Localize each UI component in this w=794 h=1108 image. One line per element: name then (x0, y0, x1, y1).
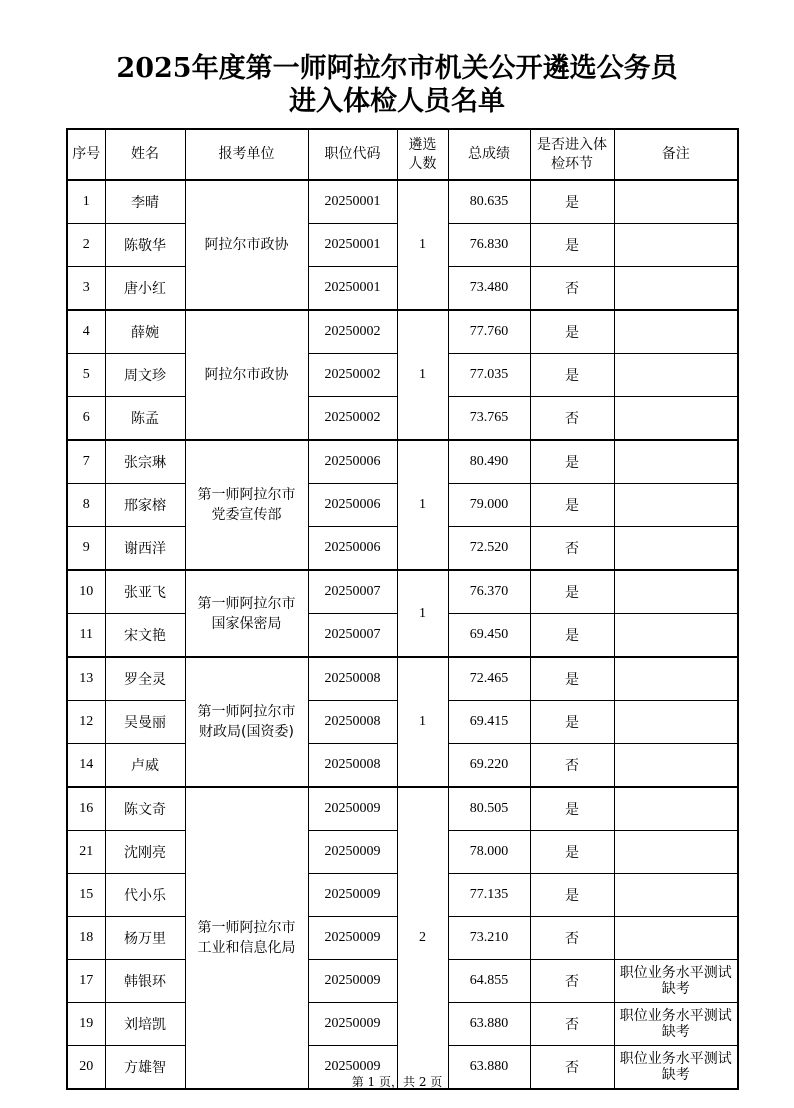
name-cell: 薛婉 (105, 310, 185, 354)
pass-cell: 是 (530, 701, 614, 744)
score-cell: 69.220 (448, 744, 530, 788)
table-row (67, 180, 738, 224)
score-cell: 78.000 (448, 831, 530, 874)
header-row (67, 129, 738, 180)
code-cell: 20250008 (308, 744, 397, 788)
table-row (67, 570, 738, 614)
score-cell: 80.635 (448, 180, 530, 224)
unit-text: 第一师阿拉尔市党委宣传部 (197, 487, 296, 523)
score-cell: 73.210 (448, 917, 530, 960)
remark-cell (614, 1003, 738, 1046)
code-cell: 20250009 (308, 831, 397, 874)
candidate-table (66, 128, 739, 1090)
quota-cell: 1 (397, 570, 448, 657)
unit-text: 第一师阿拉尔市财政局(国资委) (197, 704, 296, 740)
unit-cell (185, 657, 308, 787)
code-cell: 20250006 (308, 440, 397, 484)
remark-cell (614, 267, 738, 311)
score-cell: 77.760 (448, 310, 530, 354)
remark-text: 职位业务水平测试缺考 (619, 965, 732, 997)
seq-cell: 8 (67, 484, 105, 527)
score-cell: 77.035 (448, 354, 530, 397)
unit-cell (185, 180, 308, 310)
page-footer: 第 1 页，共 2 页 (351, 1075, 443, 1089)
name-cell: 李晴 (105, 180, 185, 224)
remark-cell (614, 527, 738, 571)
table-row (67, 440, 738, 484)
header-unit: 报考单位 (185, 129, 308, 180)
code-cell: 20250009 (308, 960, 397, 1003)
code-cell: 20250007 (308, 570, 397, 614)
unit-text: 阿拉尔市政协 (204, 367, 289, 383)
name-cell: 张宗琳 (105, 440, 185, 484)
score-cell: 69.450 (448, 614, 530, 658)
score-cell: 69.415 (448, 701, 530, 744)
seq-cell: 21 (67, 831, 105, 874)
seq-cell: 10 (67, 570, 105, 614)
pass-cell: 是 (530, 614, 614, 658)
name-cell: 卢威 (105, 744, 185, 788)
remark-cell (614, 224, 738, 267)
remark-cell (614, 960, 738, 1003)
remark-cell (614, 614, 738, 658)
pass-cell: 否 (530, 917, 614, 960)
unit-cell (185, 310, 308, 440)
remark-cell (614, 397, 738, 441)
header-score: 总成绩 (448, 129, 530, 180)
code-cell: 20250006 (308, 527, 397, 571)
header-remark: 备注 (614, 129, 738, 180)
name-cell: 陈孟 (105, 397, 185, 441)
seq-cell: 16 (67, 787, 105, 831)
name-cell: 周文珍 (105, 354, 185, 397)
remark-cell (614, 310, 738, 354)
pass-cell: 否 (530, 267, 614, 311)
name-cell: 谢西洋 (105, 527, 185, 571)
seq-cell: 15 (67, 874, 105, 917)
seq-cell: 5 (67, 354, 105, 397)
pass-cell: 是 (530, 874, 614, 917)
score-cell: 76.370 (448, 570, 530, 614)
code-cell: 20250001 (308, 224, 397, 267)
remark-cell (614, 787, 738, 831)
score-cell: 76.830 (448, 224, 530, 267)
name-cell: 罗全灵 (105, 657, 185, 701)
pass-cell: 是 (530, 180, 614, 224)
remark-cell (614, 354, 738, 397)
seq-cell: 9 (67, 527, 105, 571)
quota-cell: 1 (397, 180, 448, 310)
remark-cell (614, 874, 738, 917)
unit-text: 第一师阿拉尔市工业和信息化局 (197, 920, 296, 956)
remark-cell (614, 831, 738, 874)
score-cell: 72.520 (448, 527, 530, 571)
code-cell: 20250008 (308, 657, 397, 701)
seq-cell: 19 (67, 1003, 105, 1046)
seq-cell: 6 (67, 397, 105, 441)
name-cell: 唐小红 (105, 267, 185, 311)
header-pass-text: 是否进入体检环节 (536, 136, 607, 172)
code-cell: 20250001 (308, 180, 397, 224)
code-cell: 20250009 (308, 1003, 397, 1046)
code-cell: 20250001 (308, 267, 397, 311)
score-cell: 72.465 (448, 657, 530, 701)
score-cell: 63.880 (448, 1003, 530, 1046)
pass-cell: 否 (530, 1046, 614, 1090)
name-cell: 刘培凯 (105, 1003, 185, 1046)
pass-cell: 否 (530, 527, 614, 571)
remark-cell (614, 917, 738, 960)
remark-cell (614, 701, 738, 744)
header-code: 职位代码 (308, 129, 397, 180)
pass-cell: 是 (530, 440, 614, 484)
pass-cell: 是 (530, 310, 614, 354)
seq-cell: 20 (67, 1046, 105, 1090)
remark-cell (614, 744, 738, 788)
quota-cell: 2 (397, 787, 448, 1089)
name-cell: 陈敬华 (105, 224, 185, 267)
remark-cell (614, 657, 738, 701)
seq-cell: 12 (67, 701, 105, 744)
header-name: 姓名 (105, 129, 185, 180)
name-cell: 杨万里 (105, 917, 185, 960)
code-cell: 20250009 (308, 874, 397, 917)
seq-cell: 7 (67, 440, 105, 484)
score-cell: 80.490 (448, 440, 530, 484)
unit-text: 阿拉尔市政协 (204, 237, 289, 253)
pass-cell: 是 (530, 354, 614, 397)
code-cell: 20250007 (308, 614, 397, 658)
score-cell: 73.480 (448, 267, 530, 311)
seq-cell: 14 (67, 744, 105, 788)
code-cell: 20250002 (308, 397, 397, 441)
seq-cell: 4 (67, 310, 105, 354)
table-body (67, 180, 738, 1089)
remark-cell (614, 440, 738, 484)
document-title-line1: 2025年度第一师阿拉尔市机关公开遴选公务员 (116, 53, 678, 84)
name-cell: 沈刚亮 (105, 831, 185, 874)
pass-cell: 是 (530, 787, 614, 831)
seq-cell: 13 (67, 657, 105, 701)
score-cell: 77.135 (448, 874, 530, 917)
header-pass (530, 129, 614, 180)
code-cell: 20250006 (308, 484, 397, 527)
pass-cell: 否 (530, 960, 614, 1003)
seq-cell: 18 (67, 917, 105, 960)
seq-cell: 3 (67, 267, 105, 311)
quota-cell: 1 (397, 440, 448, 570)
remark-text: 职位业务水平测试缺考 (619, 1008, 732, 1040)
remark-cell (614, 180, 738, 224)
name-cell: 韩银环 (105, 960, 185, 1003)
unit-cell (185, 570, 308, 657)
pass-cell: 否 (530, 1003, 614, 1046)
header-quota (397, 129, 448, 180)
quota-cell: 1 (397, 310, 448, 440)
code-cell: 20250008 (308, 701, 397, 744)
code-cell: 20250009 (308, 917, 397, 960)
score-cell: 80.505 (448, 787, 530, 831)
name-cell: 张亚飞 (105, 570, 185, 614)
pass-cell: 是 (530, 570, 614, 614)
remark-cell (614, 484, 738, 527)
unit-cell (185, 440, 308, 570)
seq-cell: 17 (67, 960, 105, 1003)
code-cell: 20250002 (308, 310, 397, 354)
seq-cell: 2 (67, 224, 105, 267)
code-cell: 20250009 (308, 1046, 397, 1090)
name-cell: 代小乐 (105, 874, 185, 917)
score-cell: 63.880 (448, 1046, 530, 1090)
name-cell: 宋文艳 (105, 614, 185, 658)
score-cell: 64.855 (448, 960, 530, 1003)
remark-text: 职位业务水平测试缺考 (619, 1051, 732, 1083)
seq-cell: 1 (67, 180, 105, 224)
header-seq: 序号 (67, 129, 105, 180)
name-cell: 方雄智 (105, 1046, 185, 1090)
code-cell: 20250002 (308, 354, 397, 397)
table-row (67, 787, 738, 831)
code-cell: 20250009 (308, 787, 397, 831)
score-cell: 73.765 (448, 397, 530, 441)
name-cell: 邢家榕 (105, 484, 185, 527)
score-cell: 79.000 (448, 484, 530, 527)
pass-cell: 是 (530, 484, 614, 527)
table-row (67, 657, 738, 701)
pass-cell: 是 (530, 657, 614, 701)
header-quota-text: 遴选人数 (408, 136, 437, 172)
name-cell: 陈文奇 (105, 787, 185, 831)
pass-cell: 否 (530, 397, 614, 441)
remark-cell (614, 570, 738, 614)
seq-cell: 11 (67, 614, 105, 658)
quota-cell: 1 (397, 657, 448, 787)
pass-cell: 是 (530, 831, 614, 874)
unit-text: 第一师阿拉尔市国家保密局 (197, 595, 296, 632)
pass-cell: 是 (530, 224, 614, 267)
document-title-line2: 进入体检人员名单 (289, 86, 505, 117)
name-cell: 吴曼丽 (105, 701, 185, 744)
table-row (67, 310, 738, 354)
unit-cell (185, 787, 308, 1089)
pass-cell: 否 (530, 744, 614, 788)
